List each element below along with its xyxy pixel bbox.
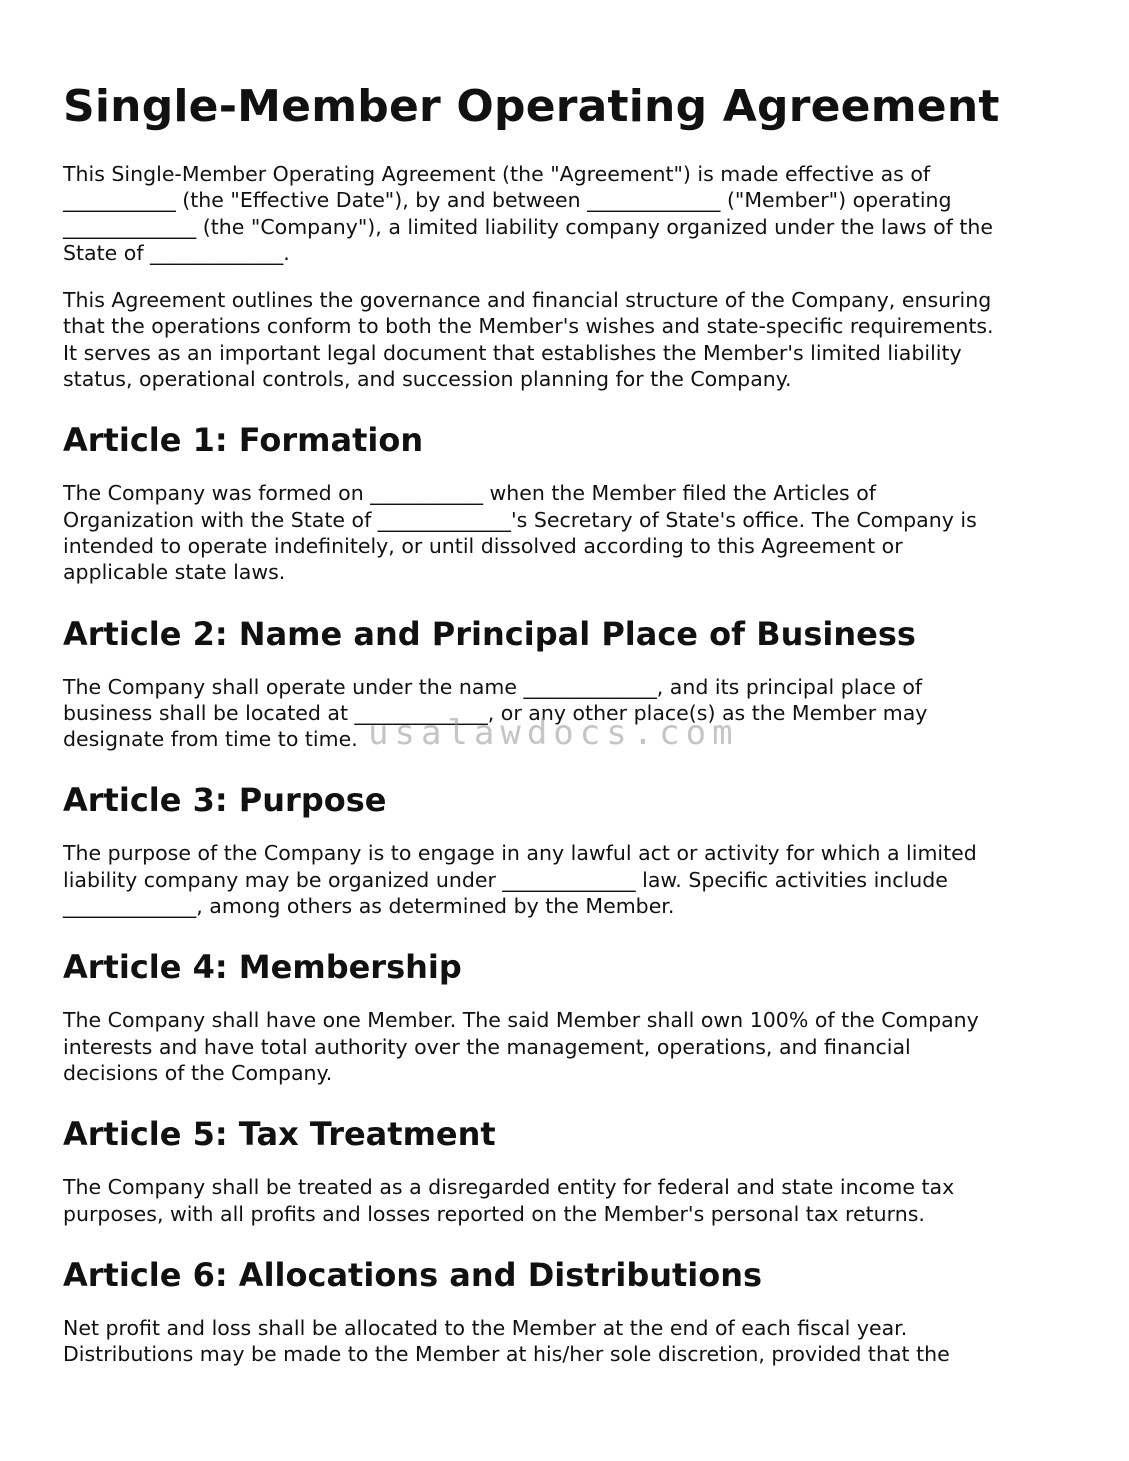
article-heading: Article 6: Allocations and Distributions [63,1255,763,1294]
article-5 [63,1114,1073,1227]
article-text: The Company shall operate under the name _____________, and its principal place of business shall be located at _____________, or any other place(s) as the Member may designate from time to time. [63,674,928,752]
document-page [63,78,1073,1395]
article-text: The Company shall be treated as a disregarded entity for federal and state income tax purposes, with all profits and losses reported on the Member's personal tax returns. [63,1175,955,1226]
document-title: Single-Member Operating Agreement [63,81,1000,132]
intro-paragraph-2: This Agreement outlines the governance and financial structure of the Company, ensuring that the operations conform to both the Member's wishes and state-specific requirements. It serves as an important legal document that establishes the Member's limited liability status, operational controls, and succession planning for the Company. [63,288,994,392]
article-4 [63,947,1073,1086]
article-text: The Company shall have one Member. The said Member shall own 100% of the Company interests and have total authority over the management, operations, and financial decisions of the Company. [63,1008,979,1085]
article-text: The purpose of the Company is to engage in any lawful act or activity for which a limited liability company may be organized under _____________ law. Specific activities include _____________, among others as determined by the Member. [63,841,977,919]
article-text: Net profit and loss shall be allocated to the Member at the end of each fiscal year. Distributions may be made to the Member at his/her sole discretion, provided that the [63,1315,950,1367]
article-text: The Company was formed on ___________ when the Member filed the Articles of Organization with the State of _____________'s Secretary of State's office. The Company is intended to operate indefinitely, or until dissolved according to this Agreement or applicable state laws. [63,481,977,585]
article-heading: Article 3: Purpose [63,781,387,820]
article-heading: Article 5: Tax Treatment [63,1115,496,1154]
article-1 [63,420,1073,585]
watermark: usalawdocs.com [368,713,739,753]
article-heading: Article 4: Membership [63,948,462,987]
article-2 [63,614,1073,753]
article-heading: Article 2: Name and Principal Place of Business [63,614,916,653]
article-heading: Article 1: Formation [63,421,424,460]
article-3 [63,780,1073,919]
article-6 [63,1255,1073,1368]
intro-paragraph-1: This Single-Member Operating Agreement (the "Agreement") is made effective as of ___________ (the "Effective Date"), by and between _____________ ("Member") operating _____________ (the "Company"), a limited liability company organized under the laws of the State of _____________. [63,162,994,265]
